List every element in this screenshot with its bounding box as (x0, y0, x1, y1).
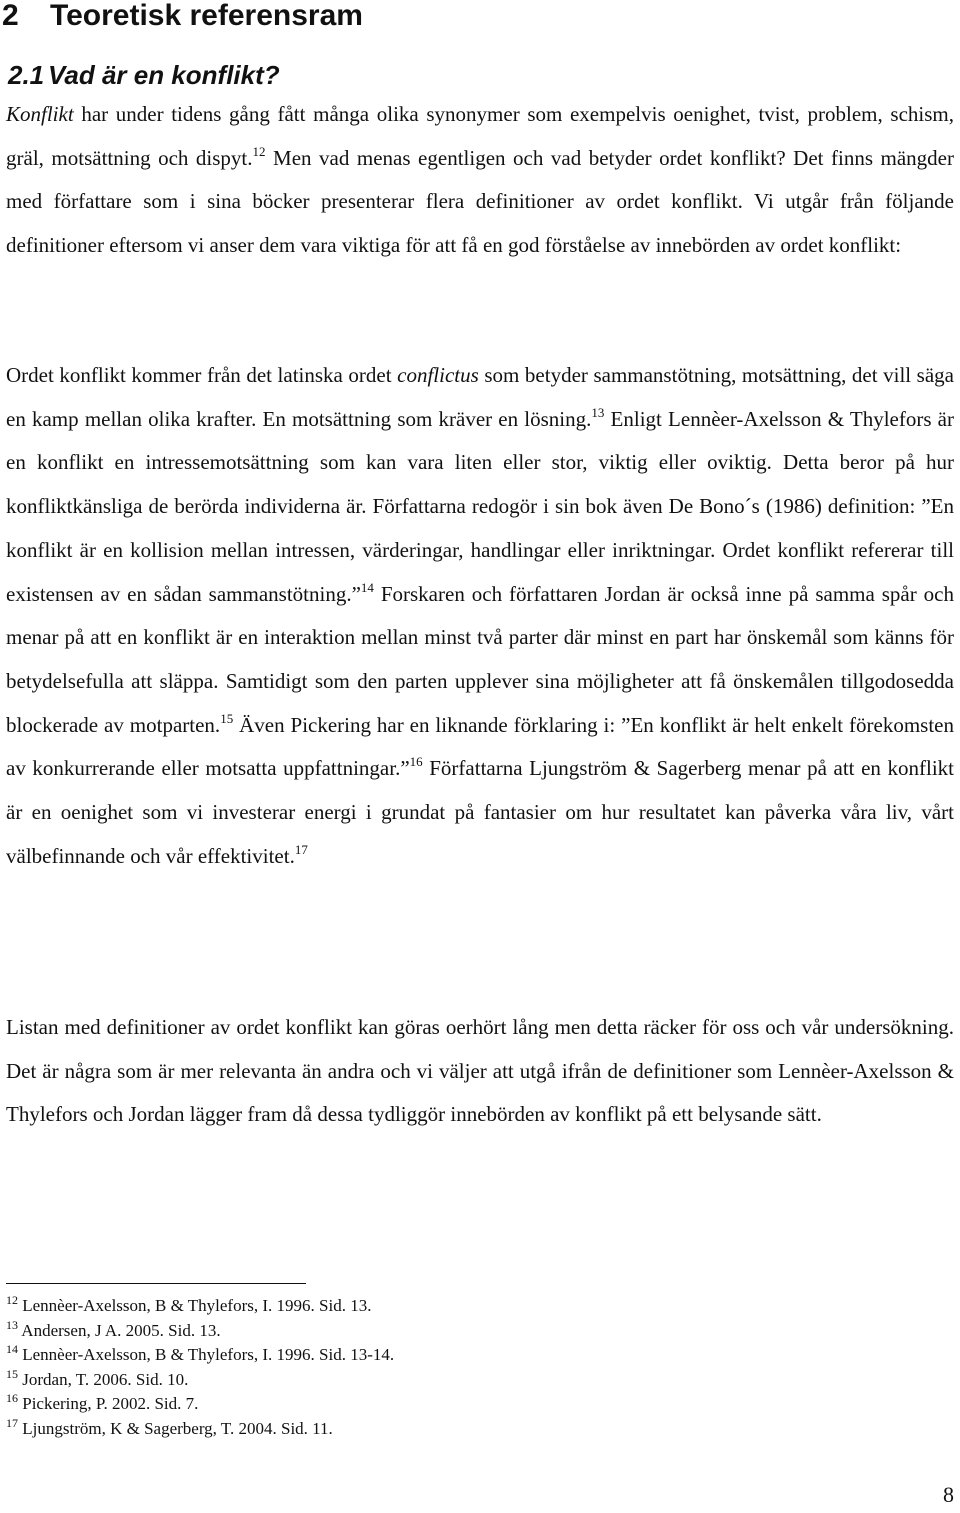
footnote-text: Pickering, P. 2002. Sid. 7. (18, 1394, 199, 1413)
footnote-separator (6, 1283, 306, 1284)
footnote-number: 16 (6, 1391, 18, 1405)
chapter-heading (2, 0, 363, 34)
chapter-title: Teoretisk referensram (50, 0, 363, 32)
footnote-text: Lennèer-Axelsson, B & Thylefors, I. 1996. Sid. 13. (18, 1296, 372, 1315)
footnote-number: 15 (6, 1366, 18, 1381)
footnote-item (6, 1392, 394, 1417)
section-number: 2.1 (8, 60, 45, 90)
paragraph-intro (6, 93, 954, 268)
footnote-ref-13[interactable]: 13 (591, 404, 605, 420)
footnote-ref-17[interactable]: 17 (294, 841, 308, 857)
footnote-text: Ljungström, K & Sagerberg, T. 2004. Sid. 11. (18, 1418, 333, 1438)
footnote-number: 17 (6, 1415, 18, 1430)
section-heading (8, 58, 280, 92)
paragraph-text: Även Pickering har en liknande förklaring i: ”En konflikt är helt enkelt förekomsten av konkurrerande eller motsatta uppfattningar.” (6, 712, 955, 781)
footnote-text: Jordan, T. 2006. Sid. 10. (18, 1369, 189, 1389)
footnote-item (6, 1319, 394, 1344)
footnote-ref-12[interactable]: 12 (252, 143, 266, 159)
paragraph-text: Enligt Lennèer-Axelsson & Thylefors är en konflikt en intressemotsättning som kan vara liten eller stor, viktig eller oviktig. Detta beror på hur konfliktkänsliga de berörda individerna är. Författarna redogör i sin bok även De Bono´s (1986) definition: ”En konflikt är en kollision mellan intressen, värderingar, handlingar eller inriktningar. Ordet konflikt refererar till existensen av en sådan sammanstötning.” (6, 406, 954, 606)
footnote-item (6, 1368, 394, 1393)
footnote-number: 13 (6, 1317, 18, 1332)
paragraph-definitions (6, 354, 954, 878)
paragraph-text: som betyder sammanstötning, motsättning, det vill säga en kamp mellan olika krafter. En motsättning som kräver en lösning. (6, 363, 954, 431)
footnote-ref-14[interactable]: 14 (360, 579, 374, 595)
footnote-item (6, 1417, 394, 1442)
paragraph-text: Forskaren och författaren Jordan är också inne på samma spår och menar på att en konflikt är en interaktion mellan minst två parter där minst en part har önskemål som känns för betydelsefulla att släppa. Samtidigt som den parten upplever sina möjligheter att få önskemålen tillgodosedda blockerade av motparten. (6, 581, 954, 737)
page-number: 8 (943, 1482, 954, 1507)
paragraph-text: Författarna Ljungström & Sagerberg menar på att en konflikt är en oenighet som vi investerar energi i grundat på fantasier om hur resultatet kan påverka våra liv, vårt välbefinnande och vår effektivitet. (6, 756, 954, 868)
section-title: Vad är en konflikt? (48, 60, 280, 90)
footnote-number: 12 (6, 1293, 18, 1307)
footnote-item (6, 1294, 394, 1319)
chapter-number: 2 (2, 0, 19, 32)
paragraph-text: Ordet konflikt kommer från det latinska ordet (6, 363, 398, 387)
paragraph-text: Men vad menas egentligen och vad betyder ordet konflikt? Det finns mängder med författare som i sina böcker presenterar flera definitioner av ordet konflikt. Vi utgår från följande definitioner eftersom vi anser dem vara viktiga för att få en god förståelse av innebörden av ordet konflikt: (6, 145, 955, 258)
footnote-ref-15[interactable]: 15 (220, 710, 234, 726)
footnote-ref-16[interactable]: 16 (409, 754, 423, 770)
paragraph-text: har under tidens gång fått många olika synonymer som exempelvis oenighet, tvist, problem, schism, gräl, motsättning och dispyt. (6, 102, 954, 170)
latin-term: conflictus (397, 363, 479, 387)
footnote-item (6, 1343, 394, 1368)
paragraph-conclusion: Listan med definitioner av ordet konflikt kan göras oerhört lång men detta räcker för oss och vår undersökning. Det är några som är mer relevanta än andra och vi väljer att utgå ifrån de definitioner som Lennèer-Axelsson & Thylefors och Jordan lägger fram då dessa tydliggör innebörden av konflikt på ett belysande sätt. (6, 1015, 954, 1127)
footnote-list (6, 1294, 394, 1441)
footnote-text: Andersen, J A. 2005. Sid. 13. (18, 1320, 221, 1340)
footnote-number: 14 (6, 1342, 18, 1356)
term-konflikt: Konflikt (6, 102, 74, 126)
footnote-text: Lennèer-Axelsson, B & Thylefors, I. 1996. Sid. 13-14. (18, 1345, 395, 1364)
